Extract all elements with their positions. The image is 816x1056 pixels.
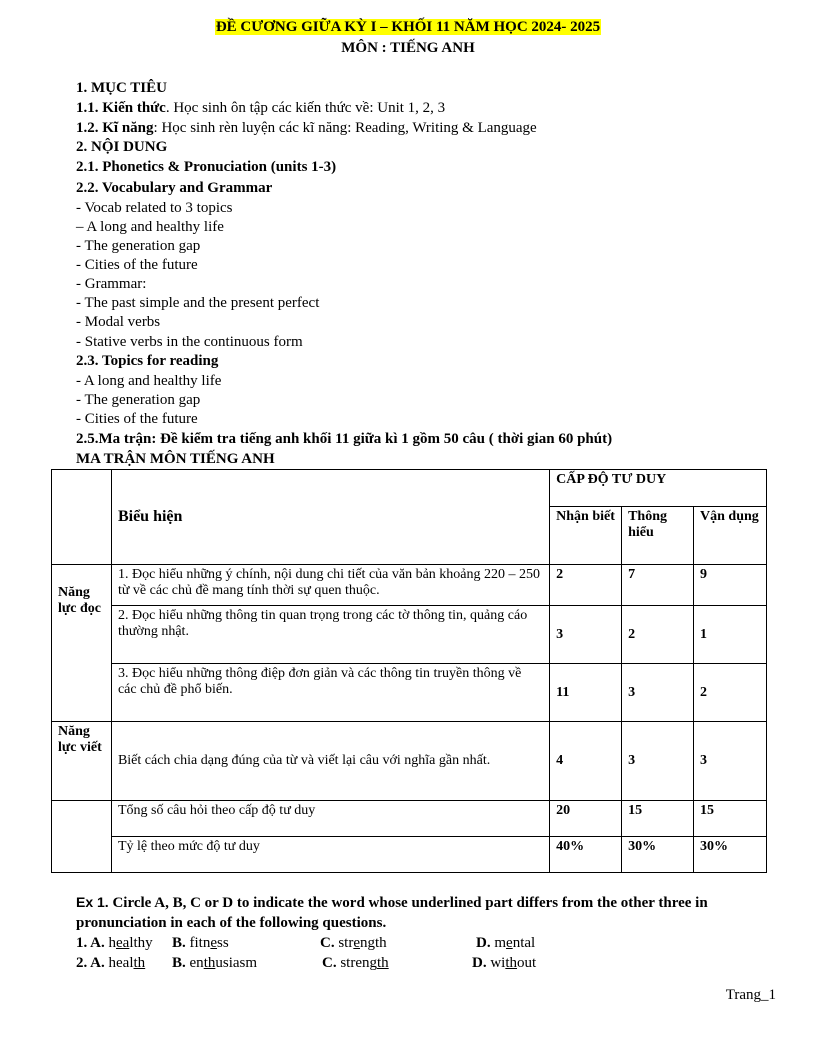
- objective-knowledge: 1.1. Kiến thức. Học sinh ôn tập các kiến thức về: Unit 1, 2, 3: [76, 100, 446, 116]
- page-number: Trang_1: [725, 987, 776, 1003]
- header-bieu-hien: Biểu hiện: [111, 470, 549, 565]
- row-desc: 1. Đọc hiểu những ý chính, nội dung chi tiết của văn bản khoảng 220 – 250 từ về các chủ đề mang tính thời sự quen thuộc.: [111, 565, 549, 606]
- exercise-instruction-cont: pronunciation in each of the following questions.: [76, 915, 387, 931]
- section-reading-topics: 2.3. Topics for reading: [76, 353, 219, 369]
- objective-skills: 1.2. Kĩ năng: Học sinh rèn luyện các kĩ năng: Reading, Writing & Language: [76, 120, 537, 136]
- cell-value: 3: [622, 722, 694, 801]
- header-nhan-biet: Nhận biết: [550, 507, 622, 565]
- section-matrix: 2.5.Ma trận: Đề kiểm tra tiếng anh khối 11 giữa kì 1 gồm 50 câu ( thời gian 60 phút): [76, 431, 613, 447]
- cell-value: 15: [694, 801, 767, 837]
- cell-value: 30%: [694, 837, 767, 873]
- vocab-line: - Grammar:: [76, 276, 147, 292]
- cell-value: 40%: [550, 837, 622, 873]
- row-desc: Tỷ lệ theo mức độ tư duy: [111, 837, 549, 873]
- topic-line: - A long and healthy life: [76, 373, 222, 389]
- table-row: [52, 837, 767, 873]
- cell-value: 3: [622, 664, 694, 722]
- table-row: [52, 722, 767, 801]
- row-desc: Biết cách chia dạng đúng của từ và viết lại câu với nghĩa gần nhất.: [111, 722, 549, 801]
- section-phonetics: 2.1. Phonetics & Pronuciation (units 1-3): [76, 159, 337, 175]
- vocab-line: - Modal verbs: [76, 314, 161, 330]
- cell-value: 15: [622, 801, 694, 837]
- table-row: [52, 470, 767, 507]
- topic-line: - Cities of the future: [76, 411, 198, 427]
- vocab-line: – A long and healthy life: [76, 219, 224, 235]
- label-reading: Năng lực đọc: [52, 565, 112, 722]
- section-objectives: 1. MỤC TIÊU: [76, 80, 167, 96]
- cell-value: 4: [550, 722, 622, 801]
- table-cell-empty: [52, 470, 112, 565]
- matrix-title: MA TRẬN MÔN TIẾNG ANH: [76, 451, 275, 467]
- cell-value: 2: [550, 565, 622, 606]
- document-title: ĐỀ CƯƠNG GIỮA KỲ I – KHỐI 11 NĂM HỌC 2024- 2025: [215, 19, 601, 35]
- table-cell-empty: [52, 801, 112, 873]
- cell-value: 1: [694, 606, 767, 664]
- topic-line: - The generation gap: [76, 392, 201, 408]
- row-desc: 3. Đọc hiểu những thông điệp đơn giản và các thông tin truyền thông về các chủ đề phổ biến.: [111, 664, 549, 722]
- section-content: 2. NỘI DUNG: [76, 139, 168, 155]
- cell-value: 11: [550, 664, 622, 722]
- table-row: [52, 565, 767, 606]
- cell-value: 7: [622, 565, 694, 606]
- cell-value: 20: [550, 801, 622, 837]
- table-row: [52, 664, 767, 722]
- exercise-instruction: Ex 1. Circle A, B, C or D to indicate the word whose underlined part differs from the other three in: [76, 894, 708, 911]
- section-vocab-grammar: 2.2. Vocabulary and Grammar: [76, 180, 273, 196]
- header-cap-do: CẤP ĐỘ TƯ DUY: [550, 470, 767, 507]
- cell-value: 3: [694, 722, 767, 801]
- table-row: [52, 606, 767, 664]
- cell-value: 30%: [622, 837, 694, 873]
- table-row: [52, 801, 767, 837]
- vocab-line: - Stative verbs in the continuous form: [76, 334, 303, 350]
- cell-value: 3: [550, 606, 622, 664]
- row-desc: 2. Đọc hiểu những thông tin quan trọng trong các tờ thông tin, quảng cáo thường nhật.: [111, 606, 549, 664]
- label-writing: Năng lực viết: [52, 722, 112, 801]
- vocab-line: - The generation gap: [76, 238, 201, 254]
- cell-value: 2: [694, 664, 767, 722]
- subject-title: MÔN : TIẾNG ANH: [341, 40, 475, 56]
- vocab-line: - Vocab related to 3 topics: [76, 200, 233, 216]
- header-van-dung: Vận dụng: [694, 507, 767, 565]
- test-matrix-table: [51, 469, 767, 873]
- header-thong-hieu: Thông hiểu: [622, 507, 694, 565]
- question-1: 1. A. healthy B. fitness C. strength D. mental: [76, 935, 536, 951]
- row-desc: Tổng số câu hỏi theo cấp độ tư duy: [111, 801, 549, 837]
- vocab-line: - Cities of the future: [76, 257, 198, 273]
- cell-value: 2: [622, 606, 694, 664]
- question-2: 2. A. health B. enthusiasm C. strength D. without: [76, 955, 537, 971]
- cell-value: 9: [694, 565, 767, 606]
- vocab-line: - The past simple and the present perfect: [76, 295, 320, 311]
